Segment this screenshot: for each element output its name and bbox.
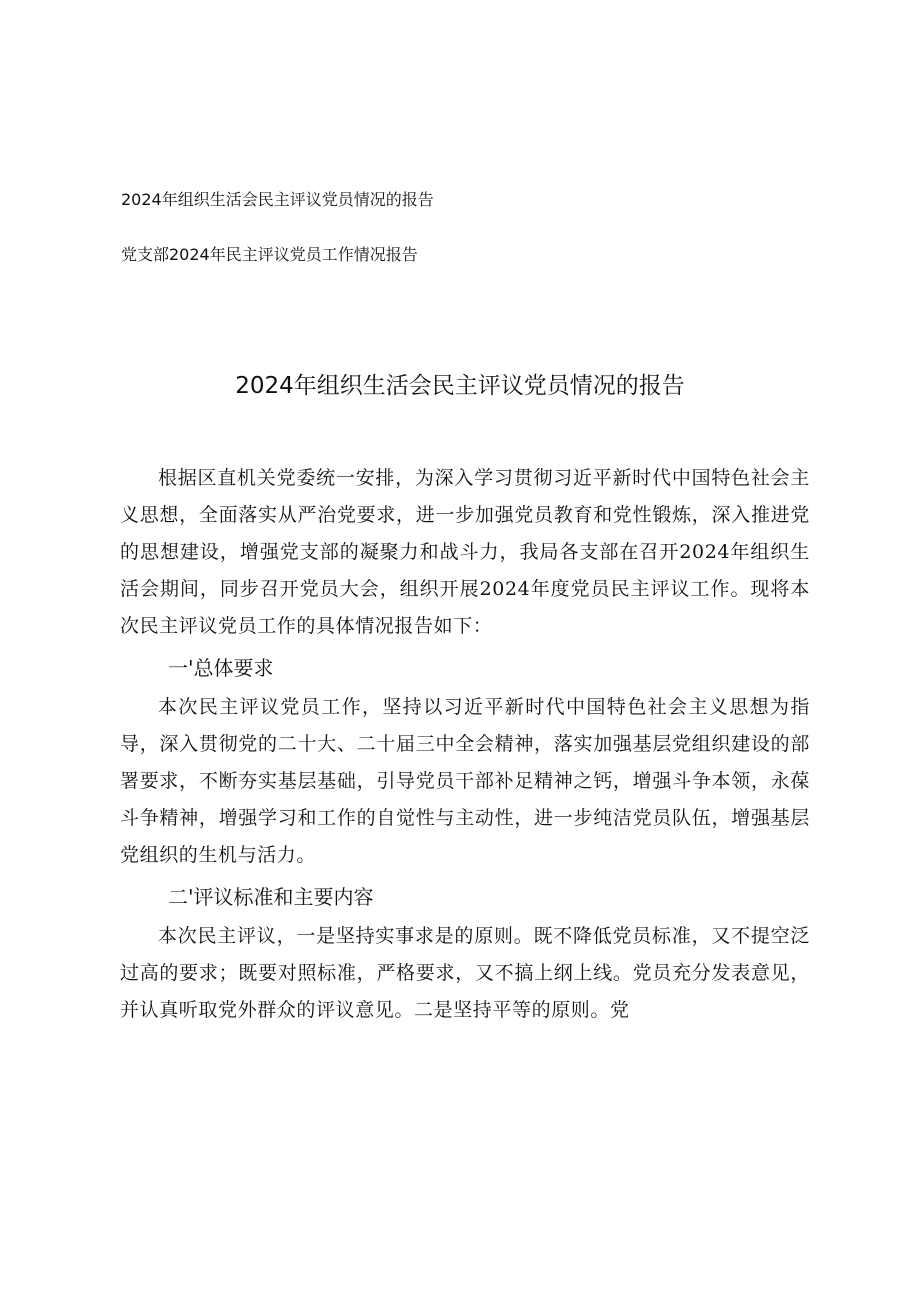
section-heading-1: 一'总体要求 [168,656,274,680]
section-paragraph-2: 本次民主评议，一是坚持实事求是的原则。既不降低党员标准，又不提空泛过高的要求；既要对照标准，严格要求，又不搞上纲上线。党员充分发表意见，并认真听取党外群众的评议意见。二是坚持平等的原则。党 [120,925,810,1021]
section-heading-2: 二'评议标准和主要内容 [168,885,374,909]
document-body [120,460,810,1029]
toc-item-2[interactable]: 党支部2024年民主评议党员工作情况报告 [121,245,418,264]
toc-item-1[interactable]: 2024年组织生活会民主评议党员情况的报告 [121,190,434,209]
document-title: 2024年组织生活会民主评议党员情况的报告 [235,373,685,399]
section-paragraph-1: 本次民主评议党员工作，坚持以习近平新时代中国特色社会主义思想为指导，深入贯彻党的二十大、二十届三中全会精神，落实加强基层党组织建设的部署要求，不断夯实基层基础，引导党员干部补足精神之钙，增强斗争本领，永葆斗争精神，增强学习和工作的自觉性与主动性，进一步纯洁党员队伍，增强基层党组织的生机与活力。 [120,696,810,866]
intro-paragraph: 根据区直机关党委统一安排，为深入学习贯彻习近平新时代中国特色社会主义思想，全面落实从严治党要求，进一步加强党员教育和党性锻炼，深入推进党的思想建设，增强党支部的凝聚力和战斗力，我局各支部在召开2024年组织生活会期间，同步召开党员大会，组织开展2024年度党员民主评议工作。现将本次民主评议党员工作的具体情况报告如下： [120,467,810,637]
table-of-contents [121,186,821,269]
